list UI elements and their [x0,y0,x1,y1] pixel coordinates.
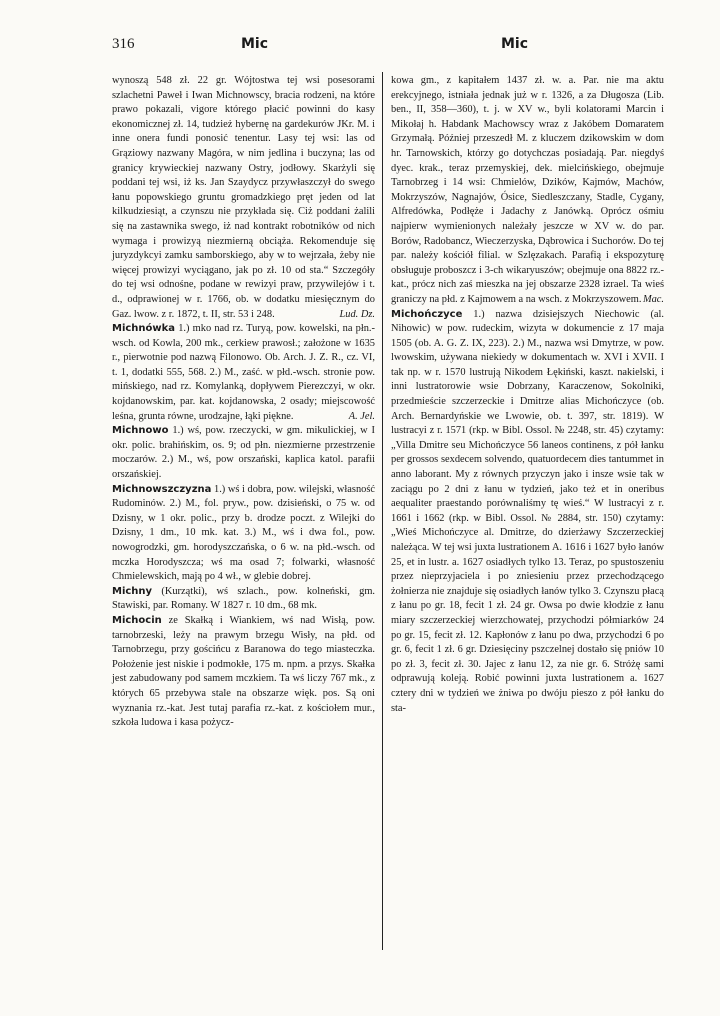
entry-text: (Kurzątki), wś szlach., pow. kolneński, gm. Stawiski, par. Romany. W 1827 r. 10 dm., 68 mk. [112,585,375,612]
entry-text: 1.) wś i dobra, pow. wilejski, własność Rudominów. 2.) M., fol. pryw., pow. dzisieński, o 75 w. od Dzisny, w 1 okr. polic., przy b. drodze poczt. z Wilejki do Dzisny, 1 dm., 10 mk. kat. 3.) M., wś i dwa fol., pow. nowogrodzki, gm. horodyszczańska, o 6 w. na płd.-wsch. od mczka Horodyszcza; wś ma osad 7; folwarki, własność Chmielewskich, mają po 4 wł., w glebie dobrej. [112,483,375,583]
right-column [391,74,664,716]
dictionary-entry [112,614,375,731]
left-column [112,74,375,731]
dictionary-entry [391,74,664,308]
dictionary-entry [112,483,375,585]
entry-signature: A. Jel. [348,410,375,422]
dictionary-entry [112,74,375,322]
running-title-left: Mic [241,36,269,52]
column-divider [382,72,383,950]
entry-headword: Michnowo [112,425,169,437]
dictionary-entry [112,424,375,482]
entry-text: 1.) nazwa dzisiejszych Niechowic (al. Nihowic) w pow. rudeckim, wizyta w dokumencie z 17 maja 1505 (ob. A. G. Z. IX, 223). 2.) M., nazwa wsi Dmytrze, w pow. lwowskim, używana niekiedy w dokumentach w. XVI i XVII. I tak np. w r. 1570 lustrują Nikodem Łękiński, kaszt. nakielski, i inni lustratorowie wsie Dobrzany, Karaczenow, Sokolniki, przedmieście szczerzeckie i Dmitrze alias Michończyce (ob. Arch. Bernardyńskie we Lwowie, ob. t. 397, str. 1819). W lustracyi z r. 1571 (rkp. w Bibl. Ossol. № 2248, str. 45) czytamy: „Villa Dmitre seu Michończyce 56 laneos continens, z pół łanku per grossos sexdecem solvendo, quatuordecem dies tantummet in anno laborant. My z równych przyczyn jako i insze wsie tak w zaciągu po 2 dni z łanu w tydzień, jako też et in oneribus aequaliter praestando porównaliśmy tę wieś.“ W lustracyi z r. 1661 i 1662 (rkp. w Bibl. Ossol. № 2884, str. 150) czytamy: „Wieś Michończyce al. Dmitrze, do dzierżawy Szczerzeckiej należąca. W tej wsi juxta lustrationem A. 1616 i 1627 było łanów 25, et in lustr. a. 1627 osiadłych tylko 13. Teraz, po spustoszeniu przez nieprzyjaciela i po zniesieniu przez przechodzącego żołnierza nie znajduje się osiadłych łanów tylko 3. Czynszu płacą z łanu po gr. 18, fecit 1 zł. 24 gr. Owsa po dwie kłodzie z łanu miary szczerzeckiej wierzchowatej, przychodzi półmiarków 24 po gr. 15, fecit zł. 12. Kapłonów z łanu po dwa, przychodzi 6 po gr. 6, fecit 1 zł. 6 gr. Dziesięciny pszczelnej dostało się pniów 10 po zł. 3, fecit zł. 30. Jajec z łanu 12, za nie gr. 6. Stróżę sami odprawują koleją. Robić powinni juxta lustrationem a. 1627 cztery dni w tydzień we żniwa po dwóju pieszo z pół łanku do sta- [391,308,664,714]
entry-text: wynoszą 548 zł. 22 gr. Wójtostwa tej wsi posesorami szlachetni Paweł i Iwan Michnowscy, bracia rodzeni, na które prawo pokazali, vigore którego płacić powinni do kasy ekonomicznej zł. 14, tudzież hybernę na gardekurów JKr. M. i inne onera fundi ponosić tenentur. Lasy tej wsi: las od Grąziowy nazwany Magóra, w nim jedlina i buczyna; las od granicy krywieckiej nazwany Ostry, jodłowy. Skarżyli się poddani tej wsi, iż ks. Jan Szaydycz przywłaszczył do swego łanu popowskiego gruntu gromadzkiego pręt jeden od lat kilkudziesiąt, a czynszu nie przykłada się. Ciż poddani żalili się na zastawnika swego, iż nad kontrakt robotników od nich wymaga i prowizyą niezmierną obciąża. Rekomenduje się juryzdykcyi zamku samborskiego, aby w to wejrzała, żeby nie więcej prowizyi wyciągano, jak po zł. 10 od sta.“ Szczegóły do tej wsi odnośne, podane w rewizyi praw, przywilejów i t. d., odprawionej w r. 1766, ob. w dodatku miesięcznym do Gaz. lwow. z r. 1872, t. II, str. 53 i 248. [112,75,375,320]
entry-text: kowa gm., z kapitałem 1437 zł. w. a. Par. nie ma aktu erekcyjnego, istniała jednak już w r. 1326, a za Długosza (Lib. ben., II, 358—360), t. j. w XV w., byli kolatorami Marcin i Mikołaj h. Habdank Machowscy wraz z Jakóbem Domaratem Grzymałą. Później przeszedł M. z kluczem dzikowskim w dom hr. Tarnowskich, którzy go dotychczas posiadają. Par. niegdyś dyec. krak., teraz przemyskiej, dek. mielcińskiego, obejmuje Tarnobrzeg i 14 wsi: Chmielów, Dzików, Kajmów, Machów, Mokrzyszów, Nagnajów, Ósice, Siedleszczany, Stadle, Cygany, Alfredówka, Podłęże i Jadachy z Janówką. Oprócz ośmiu najpierw wymienionych należały jeszcze w XV w. do par. Borów, Radobancz, Wieczerzyska, Dąbrowica i Suchorów. Do tej par. należy kościół filial. w Szlęzakach. Parafią i ekspozyturę obsługuje proboszcz i 3-ch wikaryuszów; obejmuje ona 8822 rz.-kat., prócz nich zaś mieszka na jej obszarze 2328 izrael. Ta wieś graniczy na płd. z Kajmowem a na wsch. z Mokrzyszowem. [391,75,665,305]
entry-headword: Michnowszczyzna [112,483,212,495]
entry-signature: Mac. [642,293,664,305]
dictionary-entry [112,585,375,614]
entry-headword: Michończyce [391,308,463,320]
entry-text: ze Skałką i Wiankiem, wś nad Wisłą, pow. tarnobrzeski, leży na prawym brzegu Wisły, na płd. od Tarnobrzegu, przy gościńcu z Baranowa do tego miasteczka. Położenie jest niskie i podmokłe, 175 m. npm. a przys. Skałka jest zabudowany pod samem mczkiem. Ta wś liczy 767 mk., z których 65 przebywa stale na obszarze więk. pos. Są oni wyznania rz.-kat. Jest tutaj parafia rz.-kat. z kościołem mur., szkoła ludowa i kasa pożycz- [112,614,375,729]
running-title-right: Mic [501,36,529,52]
entry-text: 1.) wś, pow. rzeczycki, w gm. mikulickiej, w I okr. polic. brahińskim, os. 9; od płn. niezmierne przestrzenie moczarów. 2.) M., wś, pow orszański, kaplica katol. parafii orszańskiej. [112,425,375,481]
entry-text: 1.) mko nad rz. Turyą, pow. kowelski, na płn.-wsch. od Kowla, 200 mk., cerkiew prawosł.; założone w 1635 r., pierwotnie pod nazwą Filonowo. Ob. Arch. J. Z. R., cz. VI, t. 1, dodatki 555, 568. 2.) M., zaść. w płd.-wsch. stronie pow. mińskiego, nad rz. Komylanką, dopływem Pierezczyi, w okr. kojdanowskim, par. kat. kojdanowska, 2 osady; miejscowość leśna, grunta równe, urodzajne, łąki piękne. [112,323,375,422]
dictionary-entry [112,322,375,424]
page-number: 316 [112,36,135,52]
entry-signature: Lud. Dz. [339,308,375,320]
entry-headword: Michny [112,585,153,597]
entry-headword: Michocin [112,614,162,626]
page-header [112,36,660,56]
dictionary-entry [391,308,664,717]
entry-headword: Michnówka [112,323,176,335]
